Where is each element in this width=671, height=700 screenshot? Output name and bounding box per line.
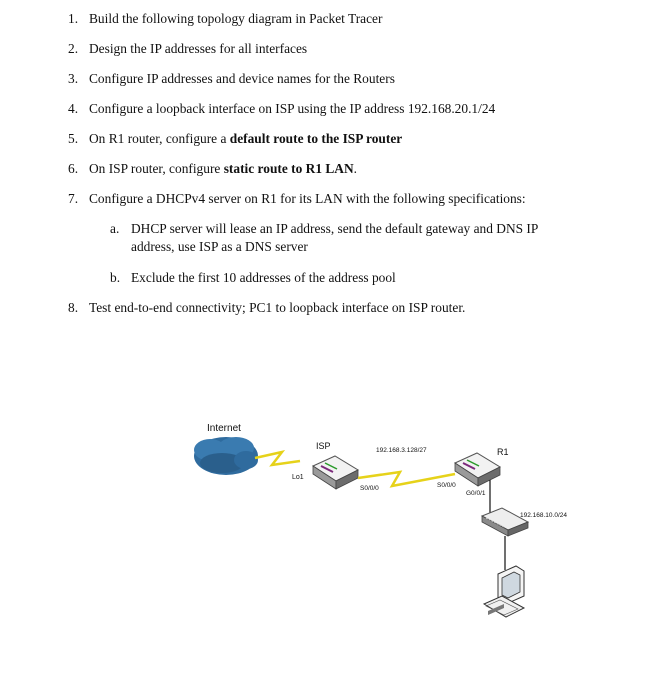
step-number: 3.: [68, 71, 79, 86]
step-text-suffix: .: [353, 161, 357, 176]
r1-serial-label: S0/0/0: [437, 482, 456, 489]
step-text-bold: default route to the ISP router: [229, 131, 403, 146]
step-text: Configure a loopback interface on ISP using the IP address 192.168.20.1/24: [89, 101, 496, 116]
step-number: 6.: [68, 161, 79, 176]
r1-gig-label: G0/0/1: [466, 490, 486, 497]
pc1-icon: [484, 566, 524, 617]
step-number: 4.: [68, 101, 79, 116]
wan-network-label: 192.168.3.128/27: [376, 447, 427, 454]
step-number: 8.: [68, 300, 79, 315]
isp-label: ISP: [316, 441, 331, 451]
internet-label: Internet: [207, 423, 241, 434]
step-text-prefix: On R1 router, configure a: [89, 131, 230, 146]
internet-isp-link: [255, 452, 300, 465]
step-text: DHCP server will lease an IP address, send the default gateway and DNS IP address, use ISP as a DNS server: [131, 221, 538, 254]
internet-cloud-icon: [194, 437, 258, 475]
step-number: 2.: [68, 41, 79, 56]
r1-router-icon: [455, 453, 500, 486]
step-text: Test end-to-end connectivity; PC1 to loopback interface on ISP router.: [89, 300, 466, 315]
isp-serial-label: S0/0/0: [360, 485, 379, 492]
step-text-bold: static route to R1 LAN: [223, 161, 354, 176]
step-text: Exclude the first 10 addresses of the address pool: [131, 270, 396, 285]
r1-label: R1: [497, 447, 509, 457]
lan-network-label: 192.168.10.0/24: [520, 512, 567, 519]
lo1-label: Lo1: [292, 474, 304, 481]
step-number: 7.: [68, 191, 79, 206]
step-number: b.: [110, 270, 121, 285]
step-text: Configure a DHCPv4 server on R1 for its LAN with the following specifications:: [89, 191, 526, 206]
step-number: 1.: [68, 11, 79, 26]
step-number: a.: [110, 221, 120, 236]
step-text: Build the following topology diagram in Packet Tracer: [89, 11, 383, 26]
step-text: Design the IP addresses for all interfaces: [89, 41, 308, 56]
isp-router-icon: [313, 456, 358, 489]
step-text-prefix: On ISP router, configure: [89, 161, 224, 176]
step-number: 5.: [68, 131, 79, 146]
step-text: Configure IP addresses and device names for the Routers: [89, 71, 395, 86]
